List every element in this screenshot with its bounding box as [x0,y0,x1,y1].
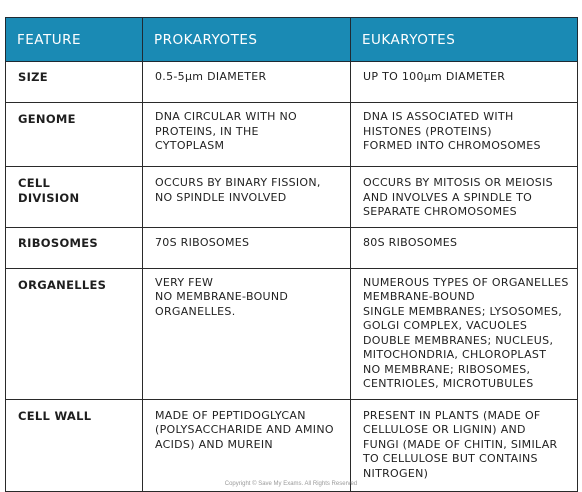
cell-text-line: TO CELLULOSE BUT CONTAINS [363,452,538,465]
header-feature: FEATURE [6,18,143,62]
table-row-organelles [6,268,578,399]
header-eukaryotes: EUKARYOTES [351,18,578,62]
cell-text-line: ACIDS) AND MUREIN [155,437,273,451]
feature-cell [6,227,143,268]
cell-text-line: MADE OF PEPTIDOGLYCAN [155,408,306,422]
cell-text-line: MITOCHONDRIA, CHLOROPLAST [363,348,547,361]
cell-text-line: SIZE [18,70,48,84]
cell-text-line: DNA CIRCULAR WITH NO [155,110,298,123]
cell-text-line: NITROGEN) [363,466,429,480]
header-prokaryotes: PROKARYOTES [143,18,351,62]
prokaryotes-cell [143,62,351,103]
cell-text-line: ORGANELLES. [155,304,236,318]
cell-text-line: 80S RIBOSOMES [363,235,458,249]
table-body [6,62,578,492]
cell-text-line: CELLULOSE OR LIGNIN) AND [363,423,526,436]
cell-text-line: NO SPINDLE INVOLVED [155,190,287,204]
eukaryotes-cell [351,167,578,228]
eukaryotes-cell [351,227,578,268]
cell-text-line: DIVISION [18,190,80,205]
prokaryotes-cell [143,268,351,399]
cell-text-line: (POLYSACCHARIDE AND AMINO [155,423,334,436]
cell-text-line: OCCURS BY BINARY FISSION, [155,176,321,189]
table-row-size [6,62,578,103]
eukaryotes-cell [351,103,578,167]
prokaryote-eukaryote-comparison-table [5,17,578,492]
eukaryotes-cell [351,399,578,491]
cell-text-line: CENTRIOLES, MICROTUBULES [363,377,534,390]
feature-cell [6,62,143,103]
cell-text-line: FORMED INTO CHROMOSOMES [363,139,541,152]
eukaryotes-cell [351,268,578,399]
cell-text-line: GOLGI COMPLEX, VACUOLES [363,319,528,332]
feature-cell [6,399,143,491]
cell-text-line: PRESENT IN PLANTS (MADE OF [363,408,541,422]
prokaryotes-cell [143,103,351,167]
cell-text-line: CELL WALL [18,408,92,423]
table-row-cell-wall [6,399,578,491]
cell-text-line: VERY FEW [155,275,214,289]
copyright-footer: Copyright © Save My Exams. All Rights Reserved [224,481,358,487]
cell-text-line: OCCURS BY MITOSIS OR MEIOSIS [363,176,553,189]
table-row-cell-division [6,167,578,228]
cell-text-line: GENOME [18,112,76,126]
cell-text-line: RIBOSOMES [18,235,99,250]
cell-text-line: CYTOPLASM [155,139,225,152]
cell-text-line: SINGLE MEMBRANES; LYSOSOMES, [363,304,563,318]
prokaryotes-cell [143,399,351,491]
cell-text-line: PROTEINS, IN THE [155,124,259,138]
cell-text-line: FUNGI (MADE OF CHITIN, SIMILAR [363,437,558,451]
cell-text-line: NO MEMBRANE; RIBOSOMES, [363,362,531,376]
cell-text-line: ORGANELLES [18,277,107,292]
table-row-genome [6,103,578,167]
feature-cell [6,167,143,228]
cell-text-line: NO MEMBRANE-BOUND [155,290,289,303]
cell-text-line: 70S RIBOSOMES [155,235,250,249]
cell-text-line: SEPARATE CHROMOSOMES [363,205,517,218]
comparison-table-container [5,17,577,492]
cell-text-line: NUMEROUS TYPES OF ORGANELLES [363,275,569,289]
cell-text-line: CELL [18,176,51,190]
cell-text-line: 0.5-5µm DIAMETER [155,70,267,83]
cell-text-line: MEMBRANE-BOUND [363,290,475,303]
cell-text-line: AND INVOLVES A SPINDLE TO [363,190,533,204]
prokaryotes-cell [143,227,351,268]
eukaryotes-cell [351,62,578,103]
cell-text-line: HISTONES (PROTEINS) [363,124,492,138]
feature-cell [6,268,143,399]
prokaryotes-cell [143,167,351,228]
cell-text-line: UP TO 100µm DIAMETER [363,70,506,83]
cell-text-line: DNA IS ASSOCIATED WITH [363,110,514,123]
feature-cell [6,103,143,167]
table-header-row [6,18,578,62]
cell-text-line: DOUBLE MEMBRANES; NUCLEUS, [363,333,554,347]
table-row-ribosomes [6,227,578,268]
